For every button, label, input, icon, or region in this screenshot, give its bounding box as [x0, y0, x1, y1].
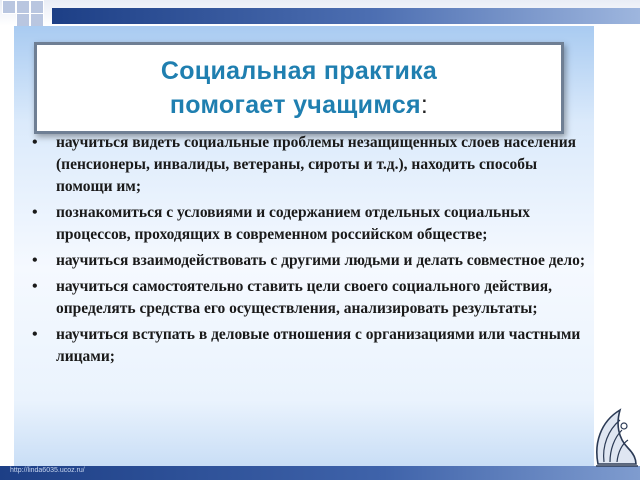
decor-square — [16, 13, 30, 27]
title-colon: : — [420, 91, 429, 119]
list-item — [28, 202, 588, 246]
bottom-gradient-strip — [0, 466, 640, 480]
top-decoration-band — [0, 0, 640, 26]
decor-square — [30, 0, 44, 14]
list-item — [28, 250, 588, 272]
top-gradient-bar — [52, 8, 640, 24]
bullet-list — [28, 132, 588, 372]
decor-square — [30, 13, 44, 27]
bullet-marker: • — [32, 252, 38, 269]
list-item — [28, 324, 588, 368]
footer-url: http://linda6035.ucoz.ru/ — [10, 467, 85, 474]
list-item — [28, 276, 588, 320]
corner-emblem-icon — [590, 404, 640, 468]
bullet-marker: • — [32, 134, 38, 151]
decorative-squares — [0, 0, 60, 26]
bullet-marker: • — [32, 326, 38, 343]
title-line-2 — [161, 88, 437, 122]
list-item-text: научиться взаимодействовать с другими людьми и делать совместное дело; — [56, 252, 586, 269]
title-line-1: Социальная практика — [160, 57, 438, 85]
title-line-2-text: помогает учащимся — [169, 91, 421, 119]
list-item-text: научиться видеть социальные проблемы незащищенных слоев населения (пенсионеры, инвалиды, ветераны, сироты и т.д.), находить способы помощи им; — [56, 134, 577, 195]
list-item — [28, 132, 588, 198]
title-box — [34, 42, 564, 134]
slide-title — [161, 54, 437, 122]
decor-square — [16, 0, 30, 14]
bullet-marker: • — [32, 278, 38, 295]
list-item-text: научиться вступать в деловые отношения с организациями или частными лицами; — [56, 326, 581, 365]
bullet-marker: • — [32, 204, 38, 221]
decor-square — [2, 0, 16, 14]
list-item-text: познакомиться с условиями и содержанием отдельных социальных процессов, проходящих в современном российском обществе; — [56, 204, 530, 243]
list-item-text: научиться самостоятельно ставить цели своего социального действия, определять средства его осуществления, анализировать результаты; — [56, 278, 552, 317]
